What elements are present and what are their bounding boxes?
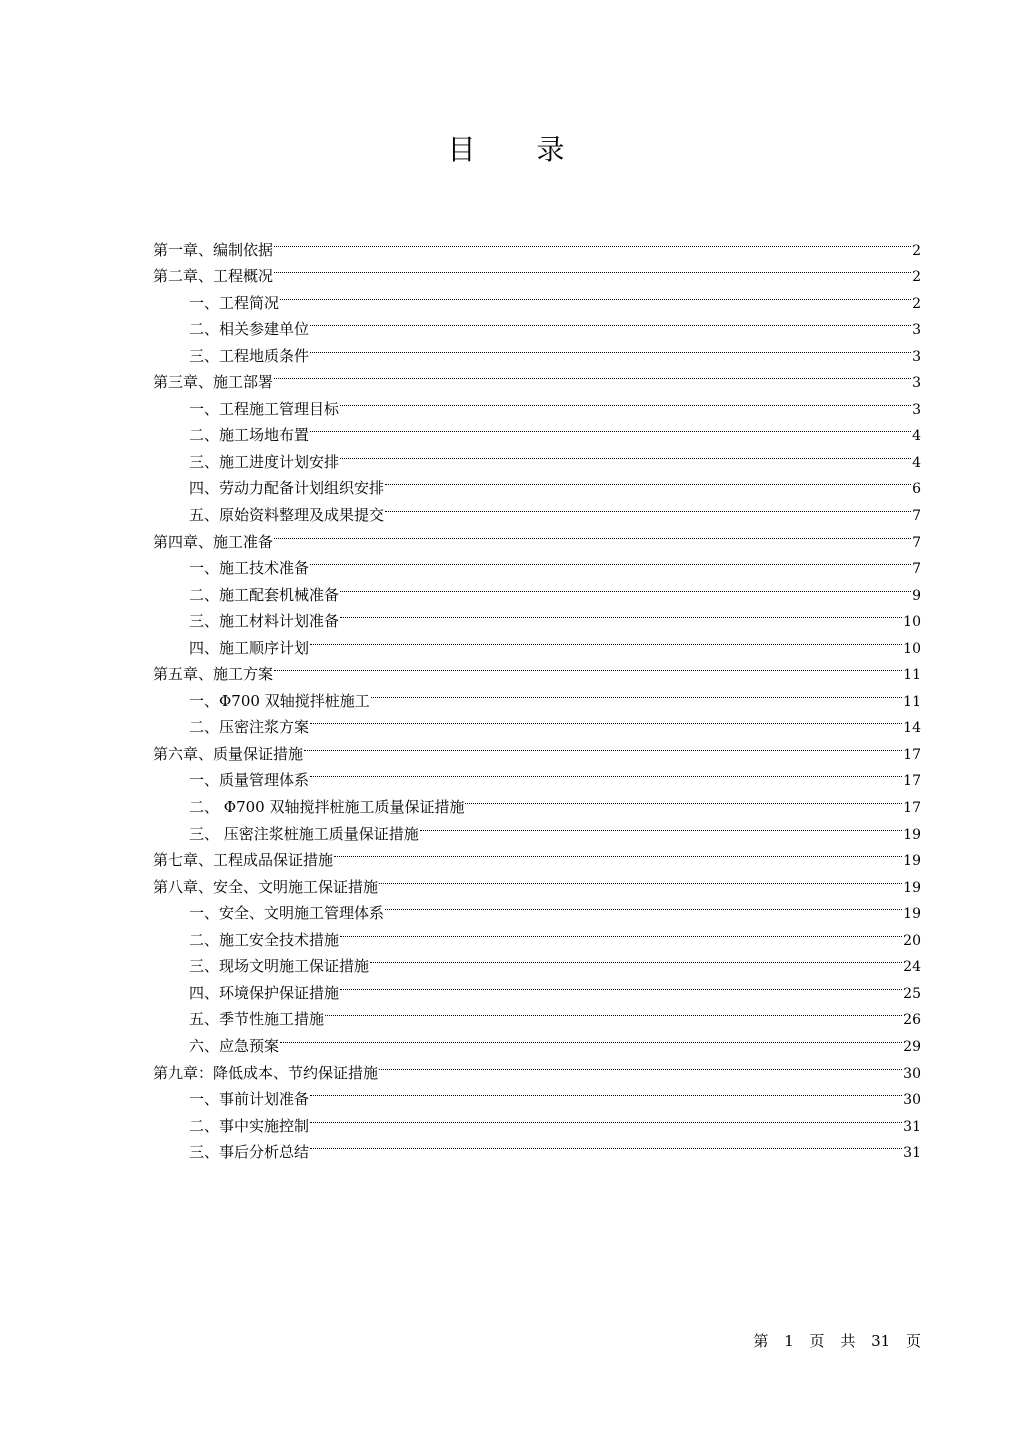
toc-entry-label: 三、工程地质条件: [189, 346, 310, 365]
toc-entry-label: 一、安全、文明施工管理体系: [189, 904, 385, 923]
toc-entry-label: 一、Φ700 双轴搅拌桩施工: [189, 691, 370, 710]
toc-dot-leader: [310, 308, 911, 335]
footer-current-page: 1: [784, 1332, 794, 1350]
toc-entry-page-number: 31: [903, 1118, 921, 1135]
toc-dot-leader: [310, 1078, 902, 1105]
footer-prefix: 第: [753, 1332, 769, 1350]
toc-dot-leader: [371, 679, 902, 706]
toc-entry-label: 第三章、施工部署: [153, 373, 274, 392]
toc-entry-label: 二、事中实施控制: [189, 1116, 310, 1135]
toc-entry-page-number: 25: [903, 985, 921, 1002]
toc-dot-leader: [340, 573, 911, 600]
toc-dot-leader: [340, 440, 911, 467]
toc-dot-leader: [340, 600, 902, 627]
toc-dot-leader: [304, 732, 902, 759]
toc-entry-page-number: 2: [912, 269, 921, 286]
toc-dot-leader: [370, 945, 902, 972]
toc-entry-label: 四、环境保护保证措施: [189, 983, 340, 1002]
toc-entry-label: 三、施工进度计划安排: [189, 452, 340, 471]
toc-entry-page-number: 17: [903, 800, 921, 817]
toc-entry-page-number: 31: [903, 1145, 921, 1162]
toc-dot-leader: [340, 918, 902, 945]
toc-entry-page-number: 4: [912, 454, 921, 471]
page-title: 目 录: [447, 133, 591, 166]
toc-dot-leader: [340, 971, 902, 998]
toc-entry-page-number: 19: [903, 879, 921, 896]
toc-dot-leader: [310, 626, 902, 653]
toc-dot-leader: [385, 892, 902, 919]
toc-entry-label: 第七章、工程成品保证措施: [153, 851, 334, 870]
footer-suffix: 页: [905, 1332, 921, 1350]
toc-dot-leader: [420, 812, 902, 839]
toc-entry-page-number: 7: [912, 561, 921, 578]
toc-entry-label: 第九章：降低成本、节约保证措施: [153, 1063, 379, 1082]
toc-entry-page-number: 10: [903, 640, 921, 657]
toc-entry-page-number: 4: [912, 428, 921, 445]
toc-entry-label: 三、事后分析总结: [189, 1143, 310, 1162]
toc-entry-page-number: 26: [903, 1012, 921, 1029]
toc-dot-leader: [310, 759, 902, 786]
toc-dot-leader: [379, 1051, 902, 1078]
toc-entry-label: 三、施工材料计划准备: [189, 612, 340, 631]
toc-entry-label: 一、工程简况: [189, 293, 280, 312]
toc-entry-page-number: 19: [903, 853, 921, 870]
table-of-contents: [153, 228, 921, 1162]
toc-entry-page-number: 30: [903, 1065, 921, 1082]
toc-dot-leader: [310, 706, 902, 733]
toc-entry-label: 六、应急预案: [189, 1036, 280, 1055]
toc-entry-page-number: 2: [912, 295, 921, 312]
toc-dot-leader: [465, 785, 902, 812]
footer-total-pages: 31: [871, 1332, 891, 1350]
toc-entry-page-number: 7: [912, 534, 921, 551]
toc-dot-leader: [274, 228, 911, 255]
page-footer: [753, 1330, 921, 1351]
toc-entry-label: 五、原始资料整理及成果提交: [189, 506, 385, 525]
toc-entry-page-number: 17: [903, 746, 921, 763]
footer-page-word: 页: [809, 1332, 825, 1350]
toc-dot-leader: [280, 281, 911, 308]
toc-entry-label: 一、施工技术准备: [189, 559, 310, 578]
toc-dot-leader: [310, 1131, 902, 1158]
toc-entry-page-number: 3: [912, 375, 921, 392]
toc-entry-label: 第四章、施工准备: [153, 532, 274, 551]
toc-entry-label: 三、现场文明施工保证措施: [189, 957, 370, 976]
toc-entry-page-number: 20: [903, 932, 921, 949]
toc-entry-label: 二、相关参建单位: [189, 320, 310, 339]
toc-entry-label: 二、压密注浆方案: [189, 718, 310, 737]
toc-dot-leader: [385, 493, 911, 520]
toc-entry-label: 第八章、安全、文明施工保证措施: [153, 877, 379, 896]
toc-dot-leader: [385, 467, 911, 494]
toc-entry-page-number: 2: [912, 242, 921, 259]
toc-entry[interactable]: [153, 228, 921, 259]
toc-dot-leader: [325, 998, 902, 1025]
toc-entry-label: 一、工程施工管理目标: [189, 399, 340, 418]
toc-entry-label: 四、劳动力配备计划组织安排: [189, 479, 385, 498]
toc-entry-label: 一、质量管理体系: [189, 771, 310, 790]
toc-entry-page-number: 17: [903, 773, 921, 790]
toc-entry-page-number: 11: [903, 667, 921, 684]
toc-entry-page-number: 14: [903, 720, 921, 737]
toc-entry-page-number: 7: [912, 508, 921, 525]
toc-entry-label: 第一章、编制依据: [153, 240, 274, 259]
toc-entry-label: 第五章、施工方案: [153, 665, 274, 684]
toc-entry-page-number: 10: [903, 614, 921, 631]
toc-entry-page-number: 19: [903, 826, 921, 843]
toc-dot-leader: [334, 839, 902, 866]
toc-dot-leader: [274, 361, 911, 388]
toc-dot-leader: [274, 255, 911, 282]
toc-dot-leader: [310, 334, 911, 361]
toc-dot-leader: [310, 547, 911, 574]
toc-dot-leader: [274, 520, 911, 547]
footer-total-prefix: 共: [840, 1332, 856, 1350]
toc-entry-page-number: 9: [912, 587, 921, 604]
toc-entry-label: 二、施工安全技术措施: [189, 930, 340, 949]
toc-entry-label: 三、 压密注浆桩施工质量保证措施: [189, 824, 419, 843]
toc-entry-page-number: 6: [912, 481, 921, 498]
toc-dot-leader: [274, 653, 902, 680]
toc-dot-leader: [310, 414, 911, 441]
toc-dot-leader: [310, 1104, 902, 1131]
toc-entry-page-number: 11: [903, 693, 921, 710]
toc-entry-label: 第六章、质量保证措施: [153, 744, 304, 763]
toc-entry-page-number: 24: [903, 959, 921, 976]
toc-dot-leader: [280, 1024, 902, 1051]
toc-entry-label: 五、季节性施工措施: [189, 1010, 325, 1029]
toc-entry-label: 二、施工场地布置: [189, 426, 310, 445]
toc-entry-page-number: 29: [903, 1038, 921, 1055]
toc-dot-leader: [379, 865, 902, 892]
toc-entry-page-number: 3: [912, 348, 921, 365]
toc-entry-page-number: 30: [903, 1092, 921, 1109]
toc-dot-leader: [340, 387, 911, 414]
toc-entry-label: 二、施工配套机械准备: [189, 585, 340, 604]
toc-entry-label: 二、 Φ700 双轴搅拌桩施工质量保证措施: [189, 798, 465, 817]
toc-entry-page-number: 3: [912, 322, 921, 339]
toc-entry-label: 四、施工顺序计划: [189, 638, 310, 657]
toc-entry-page-number: 19: [903, 906, 921, 923]
toc-entry-page-number: 3: [912, 401, 921, 418]
toc-entry-label: 一、事前计划准备: [189, 1090, 310, 1109]
toc-entry-label: 第二章、工程概况: [153, 267, 274, 286]
